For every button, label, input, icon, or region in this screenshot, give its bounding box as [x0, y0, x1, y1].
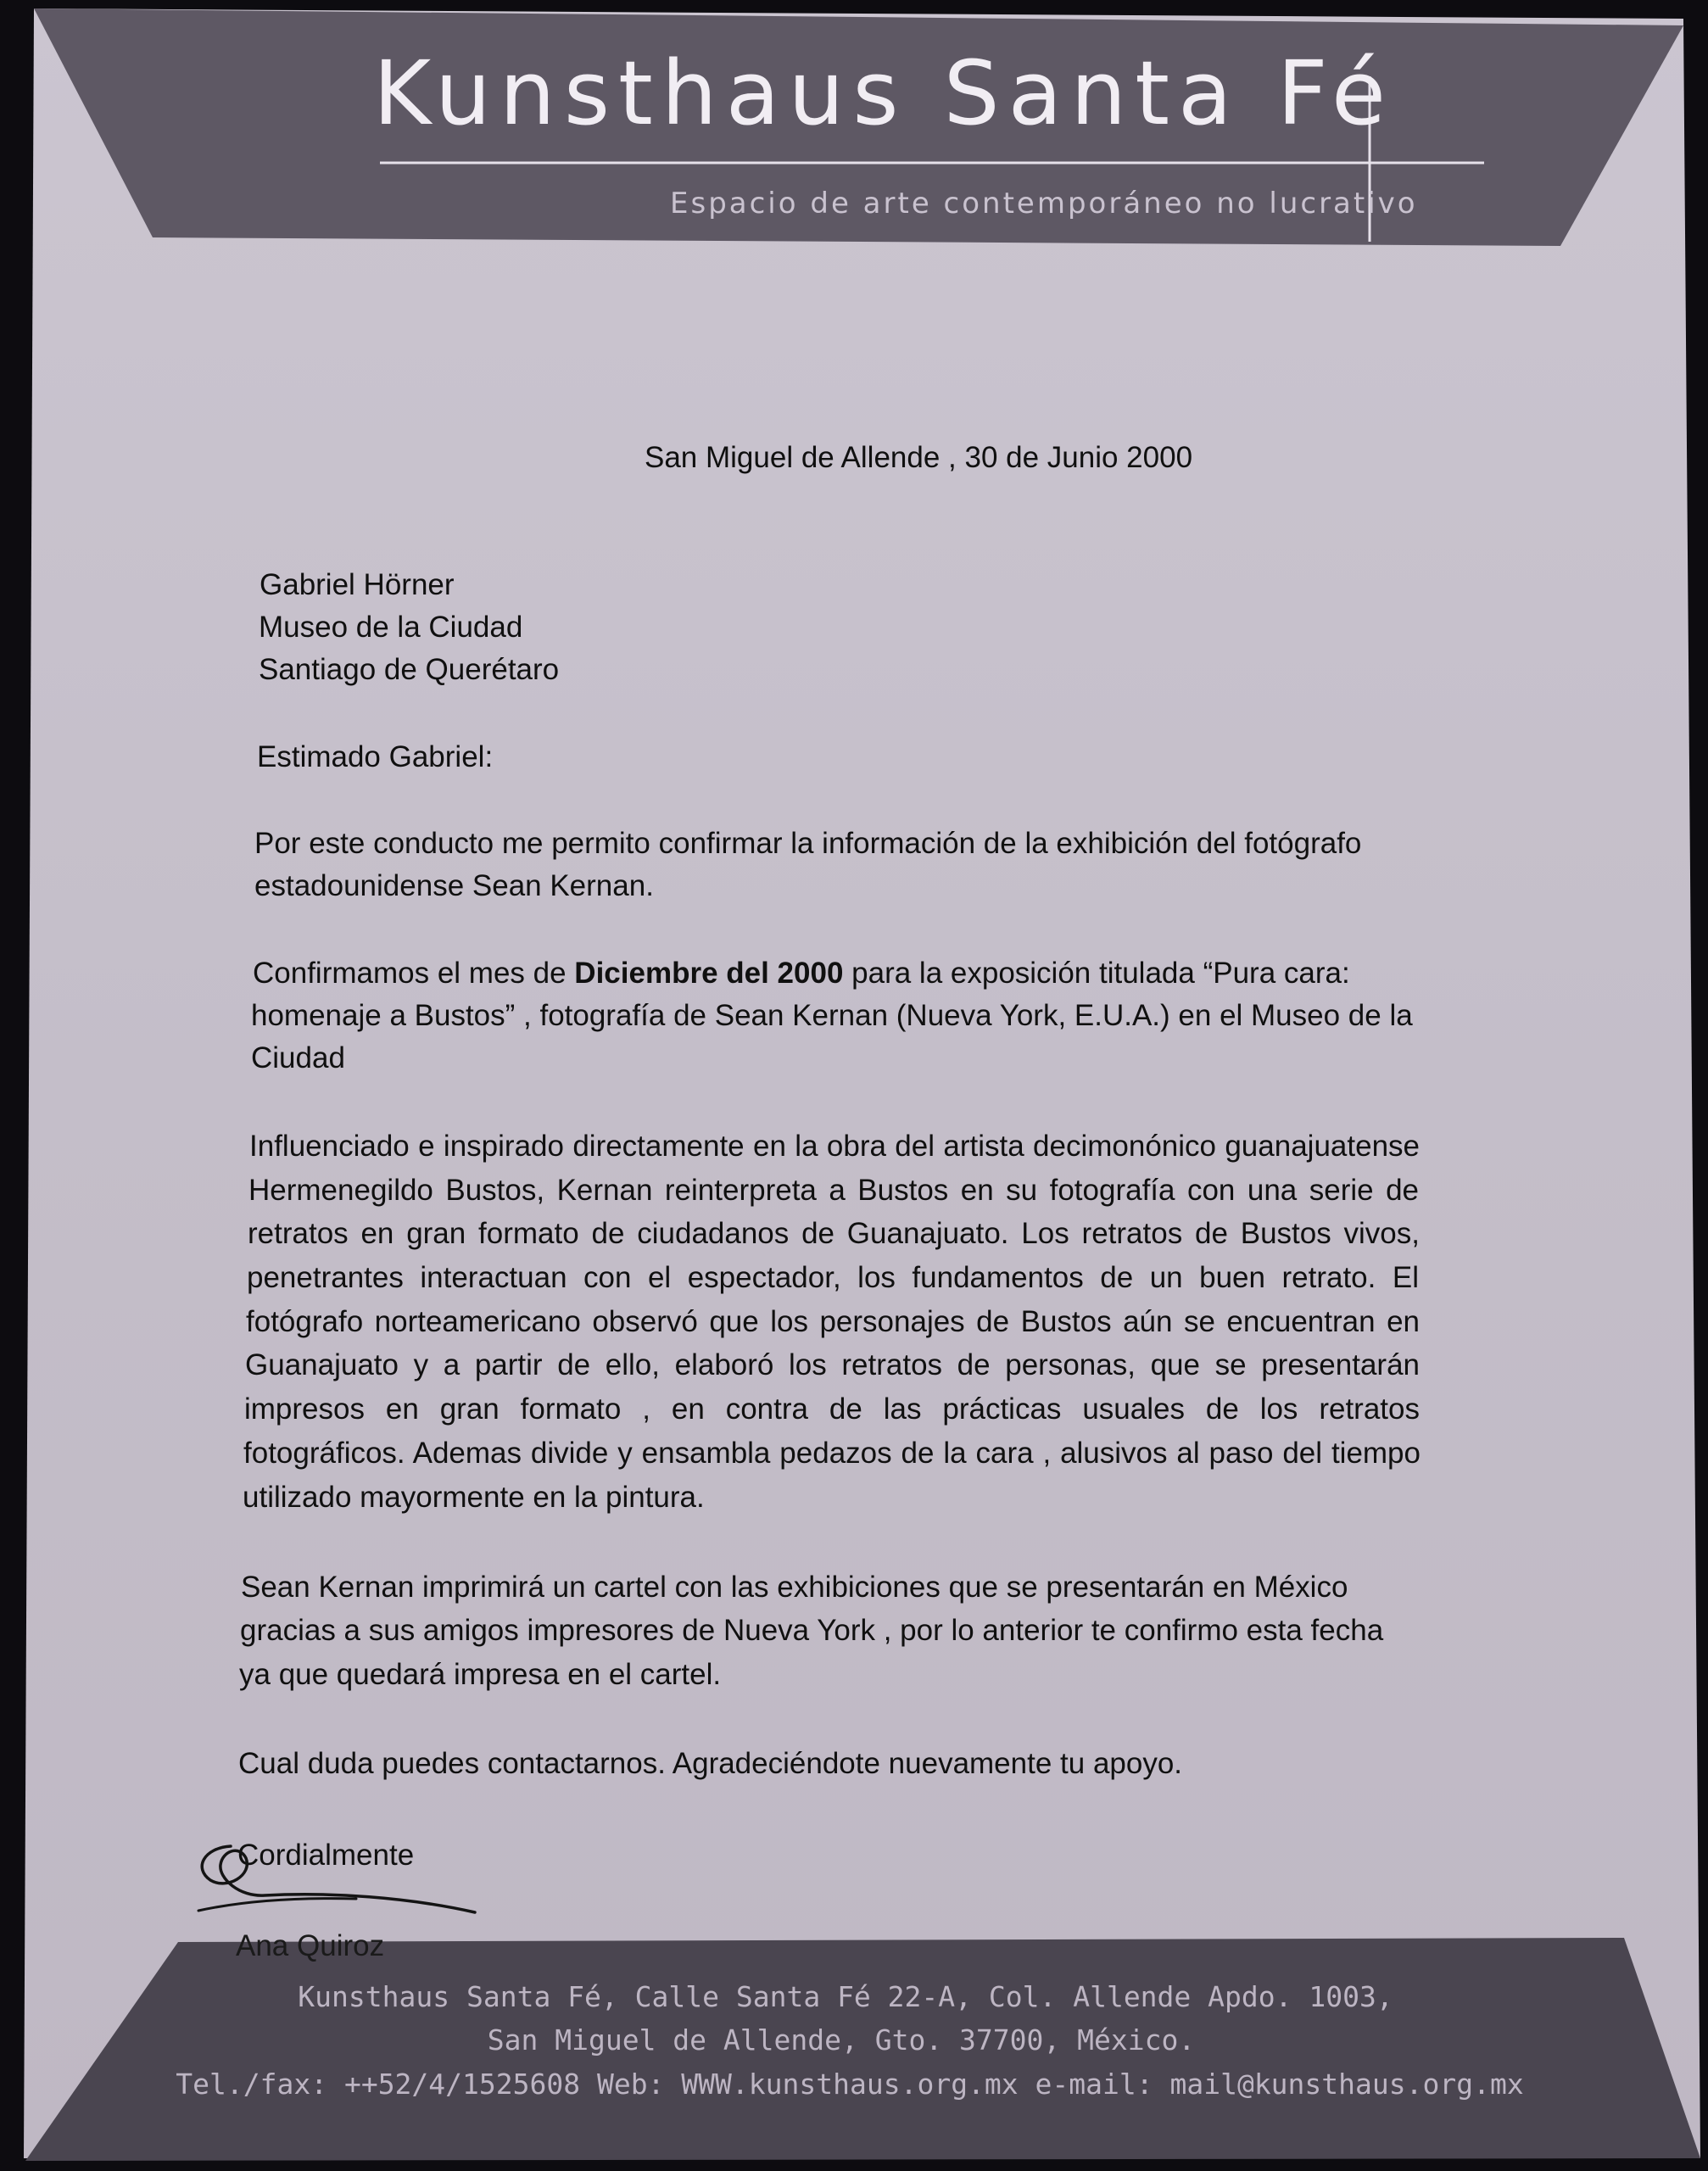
paragraph-3-line: Hermenegildo Bustos, Kernan reinterpreta a Bustos en su fotografía con una serie de [248, 1174, 1419, 1207]
footer-city: San Miguel de Allende, Gto. 37700, México. [487, 2023, 1196, 2057]
paragraph-3-line: Influenciado e inspirado directamente en la obra del artista decimonónico guanajuatense [249, 1130, 1420, 1163]
signer-name: Ana Quiroz [236, 1929, 385, 1962]
paragraph-2-text: para la exposición titulada “Pura cara: [843, 957, 1350, 990]
paragraph-1-line: Por este conducto me permito confirmar la información de la exhibición del fotógrafo [254, 827, 1362, 860]
paragraph-2-text: Confirmamos el mes de [253, 957, 575, 990]
paragraph-2-line [253, 957, 1350, 991]
paragraph-5: Cual duda puedes contactarnos. Agradeciéndote nuevamente tu apoyo. [238, 1747, 1183, 1780]
paragraph-3-line: utilizado mayormente en la pintura. [243, 1481, 705, 1514]
paragraph-3-line: Guanajuato y a partir de ello, elaboró los retratos de personas, que se presentarán [245, 1348, 1420, 1381]
date-line: San Miguel de Allende , 30 de Junio 2000 [645, 441, 1193, 474]
paragraph-3-line: retratos en gran formato de ciudadanos de Guanajuato. Los retratos de Bustos vivos, [248, 1217, 1420, 1250]
recipient-institution: Museo de la Ciudad [259, 611, 523, 644]
recipient-name: Gabriel Hörner [260, 568, 455, 601]
paragraph-4-line: ya que quedará impresa en el cartel. [239, 1658, 722, 1691]
paragraph-2-line: Ciudad [251, 1041, 345, 1074]
closing: Cordialmente [237, 1839, 415, 1872]
footer-address: Kunsthaus Santa Fé, Calle Santa Fé 22-A, Col. Allende Apdo. 1003, [298, 1980, 1393, 2013]
paragraph-3-line: fotográficos. Ademas divide y ensambla pedazos de la cara , alusivos al paso del tiempo [243, 1437, 1421, 1470]
paragraph-1-line: estadounidense Sean Kernan. [254, 869, 654, 902]
letterhead-subtitle: Espacio de arte contemporáneo no lucrativo [670, 187, 1418, 220]
letterhead-title: Kunsthaus Santa Fé [373, 42, 1394, 145]
paragraph-2-bold-date: Diciembre del 2000 [574, 957, 844, 990]
paragraph-3-line: impresos en gran formato , en contra de las prácticas usuales de los retratos [244, 1392, 1420, 1426]
paragraph-4-line: Sean Kernan imprimirá un cartel con las exhibiciones que se presentarán en México [241, 1571, 1348, 1604]
paragraph-2-line: homenaje a Bustos” , fotografía de Sean Kernan (Nueva York, E.U.A.) en el Museo de la [251, 999, 1413, 1032]
paragraph-4-line: gracias a sus amigos impresores de Nueva York , por lo anterior te confirmo esta fecha [240, 1614, 1384, 1647]
footer-contact: Tel./fax: ++52/4/1525608 Web: WWW.kunsthaus.org.mx e-mail: mail@kunsthaus.org.mx [176, 2068, 1524, 2101]
handwritten-signature [187, 1836, 500, 1929]
recipient-city: Santiago de Querétaro [259, 653, 560, 686]
paragraph-3-line: penetrantes interactuan con el espectador, los fundamentos de un buen retrato. El [247, 1261, 1419, 1294]
paragraph-3-line: fotógrafo norteamericano observó que los personajes de Bustos aún se encuentran en [246, 1305, 1420, 1338]
salutation: Estimado Gabriel: [257, 740, 494, 773]
